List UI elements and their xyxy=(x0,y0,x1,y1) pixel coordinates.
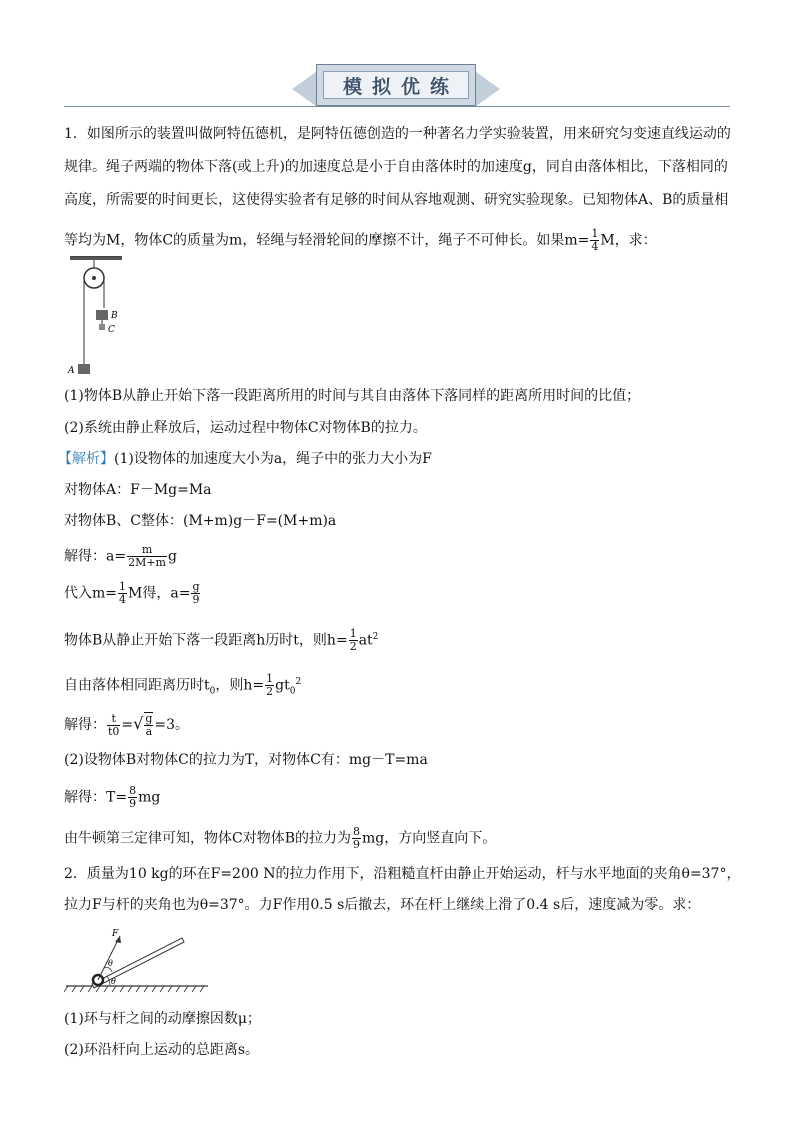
ground-hatching xyxy=(64,986,204,992)
solution-line-8: 解得： $\frac{t}{t0}$ =√ $\frac{g}{a}$ =3。 xyxy=(64,711,190,738)
solution-line-10: 解得：T= $\frac{8}{9}$ mg xyxy=(64,784,161,810)
solution-line-3: 对物体B、C整体：(M+m)g－F=(M+m)a xyxy=(64,513,337,529)
banner-title: 模拟优练 xyxy=(323,71,469,99)
solution-line-9: (2)设物体B对物体C的拉力为T，对物体C有：mg－T=ma xyxy=(64,752,428,768)
label-b: B xyxy=(111,311,118,321)
label-theta-ground: θ xyxy=(111,977,116,986)
solution-line-1: 【解析】(1)设物体的加速度大小为a，绳子中的张力大小为F xyxy=(58,451,432,467)
solution-line-2: 对物体A：F－Mg=Ma xyxy=(64,482,212,498)
solution-line-4: 解得：a= $\frac{m}{2M+m}$ g xyxy=(64,543,177,569)
section-header xyxy=(64,64,730,108)
q2-line-2: 拉力F与杆的夹角也为θ=37°。力F作用0.5 s后撤去，环在杆上继续上滑了0.4 s后，速度减为零。求： xyxy=(64,897,701,913)
atwood-machine-figure xyxy=(64,256,134,376)
label-theta-force: θ xyxy=(108,959,113,968)
label-c: C xyxy=(108,325,115,335)
q1-line-4: 等均为M，物体C的质量为m，轻绳与轻滑轮间的摩擦不计，绳子不可伸长。如果m= $\frac{1}{4}$ M，求： xyxy=(64,227,657,253)
q1-line-3: 高度，所需要的时间更长，这使得实验者有足够的时间从容地观测、研究实验现象。已知物体A、B的质量相 xyxy=(64,192,729,208)
banner-left-ornament xyxy=(292,72,316,106)
inclined-rod-figure xyxy=(64,924,214,1000)
q2-part-1: (1)环与杆之间的动摩擦因数μ； xyxy=(64,1011,261,1027)
solution-line-7: 自由落体相同距离历时$t_0$，则h= $\frac{1}{2}$ $gt_0^2$ xyxy=(64,672,302,699)
ceiling xyxy=(70,256,122,260)
banner-box xyxy=(316,64,476,106)
q2-line-1: 2．质量为10 kg的环在F=200 N的拉力作用下，沿粗糙直杆由静止开始运动，杆与水平地面的夹角θ=37°， xyxy=(64,866,741,882)
solution-line-11: 由牛顿第三定律可知，物体C对物体B的拉力为 $\frac{8}{9}$ mg，方向竖直向下。 xyxy=(64,825,497,851)
solution-line-5: 代入m= $\frac{1}{4}$ M得，a= $\frac{g}{9}$ xyxy=(64,580,200,606)
block-a xyxy=(78,364,90,374)
q1-part-2: (2)系统由静止释放后，运动过程中物体C对物体B的拉力。 xyxy=(64,420,427,436)
q1-line-2: 规律。绳子两端的物体下落(或上升)的加速度总是小于自由落体时的加速度g，同自由落体相比，下落相同的 xyxy=(64,159,728,175)
banner-right-ornament xyxy=(476,72,500,106)
solution-line-6: 物体B从静止开始下落一段距离h历时t，则h= $\frac{1}{2}$ $at^2$ xyxy=(64,627,379,654)
q1-line-1: 1．如图所示的装置叫做阿特伍德机，是阿特伍德创造的一种著名力学实验装置，用来研究匀变速直线运动的 xyxy=(64,126,731,142)
rod xyxy=(92,938,184,988)
q2-part-2: (2)环沿杆向上运动的总距离s。 xyxy=(64,1042,260,1058)
analysis-tag: 【解析】 xyxy=(58,451,114,467)
label-a: A xyxy=(68,366,75,376)
label-f: F xyxy=(112,929,119,939)
block-b xyxy=(96,310,108,320)
block-c xyxy=(99,324,105,330)
q1-part-1: (1)物体B从静止开始下落一段距离所用的时间与其自由落体下落同样的距离所用时间的比值； xyxy=(64,388,641,404)
header-rule xyxy=(64,106,730,107)
